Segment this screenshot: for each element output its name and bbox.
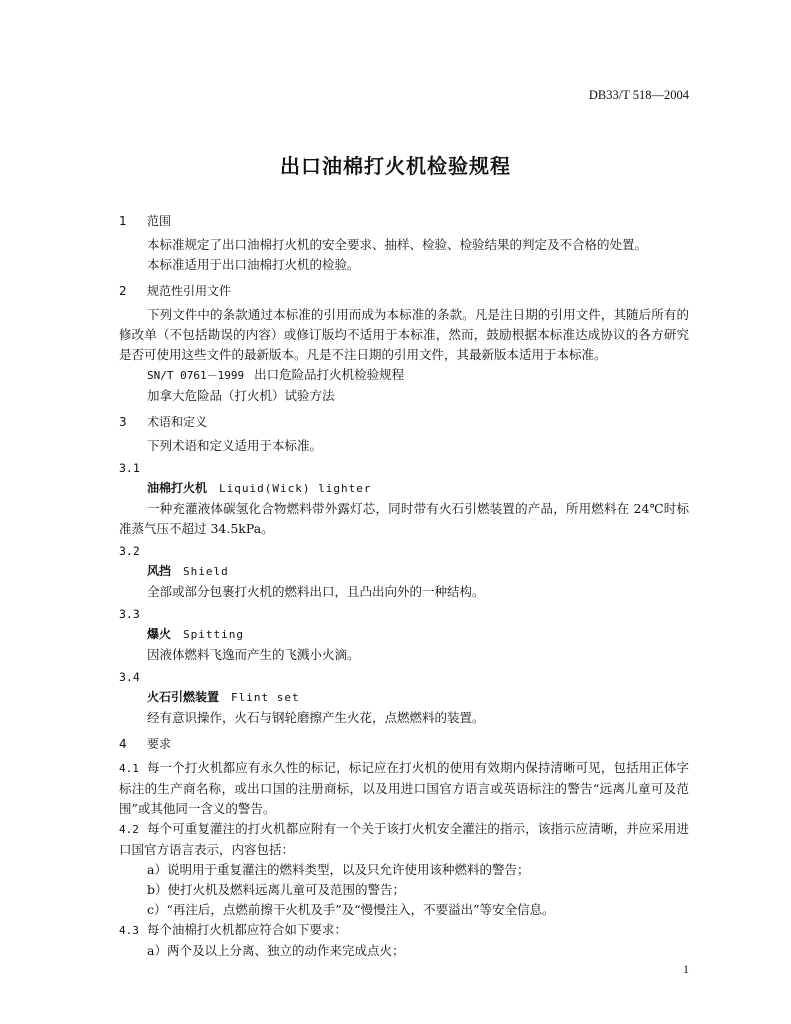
- term-definition: 全部或部分包裹打火机的燃料出口，且凸出向外的一种结构。: [147, 584, 485, 599]
- term-definition: 因液体燃料飞逸而产生的飞溅小火滴。: [147, 647, 360, 662]
- clause-text: 每个油棉打火机都应符合如下要求：: [146, 922, 347, 937]
- paragraph: 下列术语和定义适用于本标准。: [147, 438, 323, 453]
- section-number: 4: [119, 737, 127, 751]
- section-4-heading: [119, 734, 689, 754]
- clause-4-2: [119, 819, 689, 860]
- section-2-heading: [119, 281, 689, 301]
- clause-text: 每一个打火机都应有永久性的标记，标记应在打火机的使用有效期内保持清晰可见，包括用正体字标注的生产商名称，或出口国的注册商标，以及用进口国官方语言或英语标注的警告“远离儿童可及范围”或其他同一含义的警告。: [119, 760, 689, 816]
- paragraph: 本标准规定了出口油棉打火机的安全要求、抽样、检验、检验结果的判定及不合格的处置。: [147, 237, 648, 252]
- clause-4-3: [119, 920, 689, 941]
- section-number: 2: [119, 284, 127, 298]
- clause-number: 3.3: [119, 607, 140, 621]
- clause-4-1: [119, 758, 689, 819]
- section-title: 范围: [147, 214, 172, 228]
- term-en: Shield: [183, 565, 229, 578]
- term-en: Flint set: [231, 691, 300, 704]
- section-title: 要求: [147, 737, 172, 751]
- term-entry: [119, 624, 689, 645]
- standard-code: DB33/T 518—2004: [588, 88, 689, 102]
- term-definition: 一种充灌液体碳氢化合物燃料带外露灯芯，同时带有火石引燃装置的产品，所用燃料在 24℃时标准蒸气压不超过 34.5kPa。: [119, 501, 689, 536]
- paragraph: 本标准适用于出口油棉打火机的检验。: [147, 257, 360, 272]
- clause-number: 4.3: [119, 924, 139, 937]
- section-number: 3: [119, 415, 127, 429]
- document-body: [119, 205, 689, 961]
- term-entry: [119, 687, 689, 708]
- reference-item: 加拿大危险品（打火机）试验方法: [147, 388, 335, 403]
- term-entry: [119, 561, 689, 582]
- clause-text: 每个可重复灌注的打火机都应附有一个关于该打火机安全灌注的指示，该指示应清晰，并应采用进口国官方语言表示，内容包括：: [119, 821, 689, 857]
- reference-code: SN/T 0761－1999: [147, 369, 245, 382]
- page-number: 1: [683, 962, 689, 976]
- clause-number: 4.1: [119, 762, 139, 775]
- term-zh: 火石引燃装置: [147, 690, 220, 704]
- term-zh: 爆火: [147, 627, 172, 641]
- clause-number: 3.2: [119, 544, 140, 558]
- term-definition: 经有意识操作，火石与钢轮磨擦产生火花，点燃燃料的装置。: [147, 710, 485, 725]
- section-title: 术语和定义: [147, 415, 208, 429]
- term-en: Spitting: [183, 628, 244, 641]
- section-3-heading: [119, 412, 689, 432]
- term-en: Liquid(Wick) lighter: [219, 482, 372, 495]
- section-number: 1: [119, 214, 127, 228]
- clause-number: 3.4: [119, 670, 140, 684]
- paragraph: 下列文件中的条款通过本标准的引用而成为本标准的条款。凡是注日期的引用文件，其随后所有的修改单（不包括勘误的内容）或修订版均不适用于本标准，然而，鼓励根据本标准达成协议的各方研究是否可使用这些文件的最新版本。凡是不注日期的引用文件，其最新版本适用于本标准。: [119, 307, 689, 362]
- list-item: c）“再注后，点燃前擦干火机及手”及“慢慢注入，不要溢出”等安全信息。: [147, 902, 555, 917]
- list-item: a）说明用于重复灌注的燃料类型，以及只允许使用该种燃料的警告；: [147, 862, 530, 877]
- list-item: b）使打火机及燃料远离儿童可及范围的警告；: [147, 882, 406, 897]
- term-zh: 风挡: [147, 564, 172, 578]
- clause-number: 3.1: [119, 461, 140, 475]
- section-1-heading: [119, 211, 689, 231]
- section-title: 规范性引用文件: [147, 284, 232, 298]
- clause-number: 4.2: [119, 823, 139, 836]
- term-entry: [119, 478, 689, 499]
- page-title: 出口油棉打火机检验规程: [280, 154, 511, 178]
- reference-item: [119, 365, 689, 386]
- reference-title: 出口危险品打火机检验规程: [254, 367, 405, 382]
- list-item: a）两个及以上分离、独立的动作来完成点火；: [147, 943, 405, 958]
- term-zh: 油棉打火机: [147, 481, 208, 495]
